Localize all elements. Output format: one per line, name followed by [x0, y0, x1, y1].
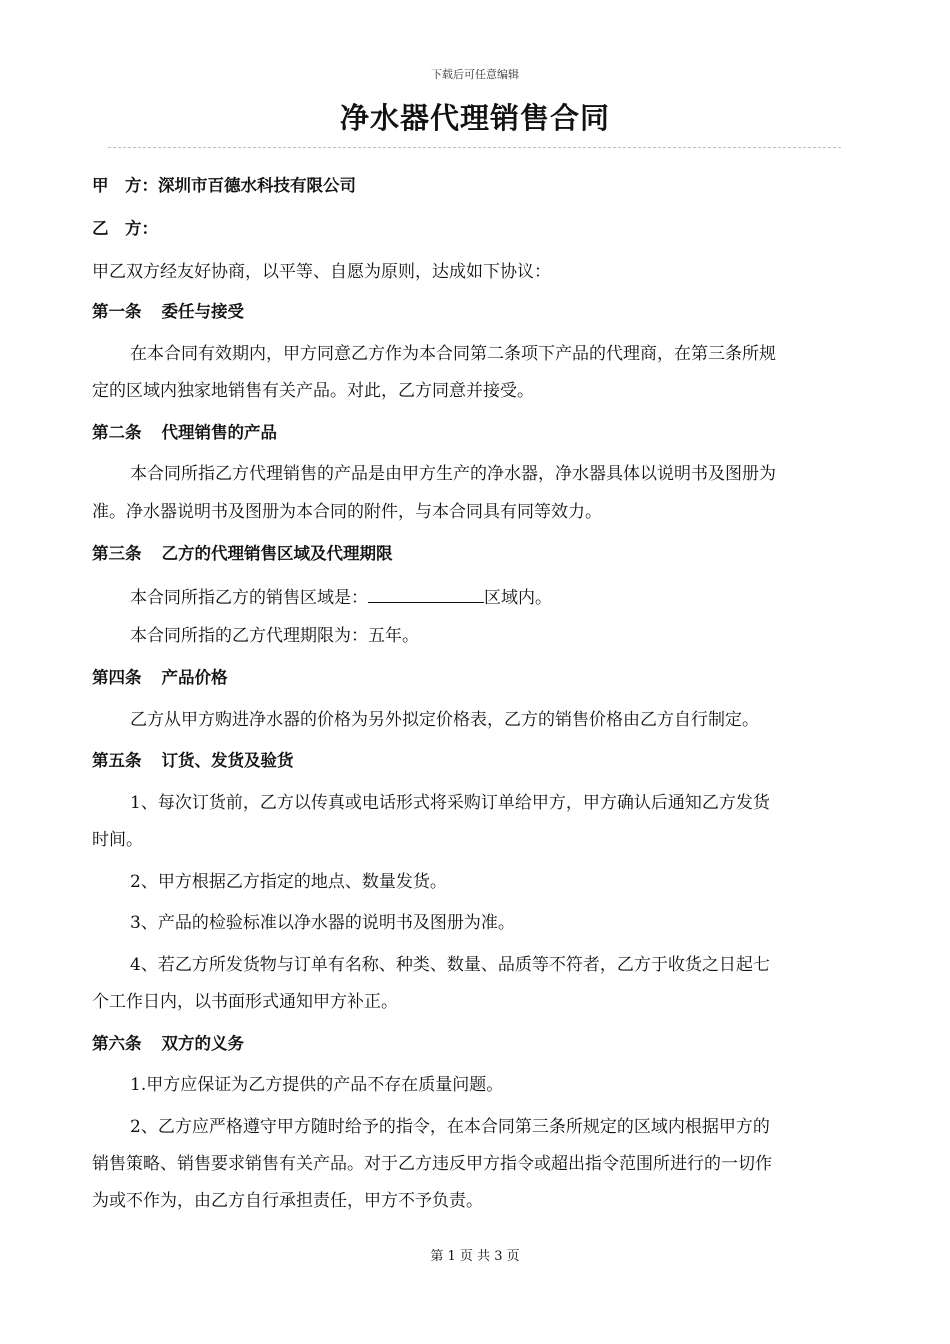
- article-2-heading: [92, 422, 862, 444]
- sales-region-blank: [368, 584, 484, 603]
- article-5-item-1a: 1、每次订货前，乙方以传真或电话形式将采购订单给甲方，甲方确认后通知乙方发货: [130, 793, 770, 813]
- article-1-heading: [92, 301, 862, 323]
- article-5-item-1b: 时间。: [92, 830, 143, 850]
- party-b-label: 乙 方：: [92, 219, 158, 238]
- article-1-line-1: 在本合同有效期内，甲方同意乙方作为本合同第二条项下产品的代理商，在第三条所规: [130, 344, 776, 364]
- article-2-line-1: 本合同所指乙方代理销售的产品是由甲方生产的净水器，净水器具体以说明书及图册为: [130, 464, 776, 484]
- article-6-item-2a: 2、乙方应严格遵守甲方随时给予的指令，在本合同第三条所规定的区域内根据甲方的: [130, 1117, 770, 1137]
- article-4-line-1: 乙方从甲方购进净水器的价格为另外拟定价格表，乙方的销售价格由乙方自行制定。: [130, 710, 759, 730]
- article-5-item-4a: 4、若乙方所发货物与订单有名称、种类、数量、品质等不符者，乙方于收货之日起七: [130, 955, 770, 975]
- article-2-line-2: 准。净水器说明书及图册为本合同的附件，与本合同具有同等效力。: [92, 502, 602, 522]
- article-4-number: 第四条: [92, 668, 142, 687]
- article-6-item-1: 1.甲方应保证为乙方提供的产品不存在质量问题。: [130, 1075, 504, 1095]
- article-5-heading: [92, 750, 862, 772]
- party-a-label: 甲 方：: [92, 176, 158, 195]
- page-number: 第 1 页 共 3 页: [430, 1249, 520, 1264]
- article-3-line-2: 本合同所指的乙方代理期限为：五年。: [130, 626, 419, 646]
- article-5-number: 第五条: [92, 751, 142, 770]
- article-3-heading: [92, 543, 862, 565]
- article-6-item-2c: 为或不作为，由乙方自行承担责任，甲方不予负责。: [92, 1191, 483, 1211]
- article-6-title: 双方的义务: [161, 1034, 244, 1053]
- document-title: 净水器代理销售合同: [339, 101, 610, 135]
- article-6-heading: [92, 1033, 862, 1055]
- article-5-item-2: 2、甲方根据乙方指定的地点、数量发货。: [130, 872, 447, 892]
- article-5-item-3: 3、产品的检验标准以净水器的说明书及图册为准。: [130, 913, 515, 933]
- article-2-title: 代理销售的产品: [161, 423, 277, 442]
- sales-region-label: 本合同所指乙方的销售区域是：: [130, 588, 368, 608]
- article-4-heading: [92, 667, 862, 689]
- party-a-name: 深圳市百德水科技有限公司: [158, 176, 356, 195]
- article-5-title: 订货、发货及验货: [161, 751, 294, 770]
- article-2-number: 第二条: [92, 423, 142, 442]
- article-6-item-2b: 销售策略、销售要求销售有关产品。对于乙方违反甲方指令或超出指令范围所进行的一切作: [92, 1154, 772, 1174]
- header-note: 下载后可任意编辑: [431, 68, 519, 81]
- article-3-number: 第三条: [92, 544, 142, 563]
- intro-paragraph: 甲乙双方经友好协商，以平等、自愿为原则，达成如下协议：: [92, 262, 551, 282]
- party-b-line: [92, 218, 862, 240]
- sales-region-suffix: 区域内。: [484, 588, 552, 608]
- article-5-item-4b: 个工作日内，以书面形式通知甲方补正。: [92, 992, 398, 1012]
- article-1-title: 委任与接受: [161, 302, 244, 321]
- party-a-line: [92, 175, 862, 197]
- article-1-number: 第一条: [92, 302, 142, 321]
- article-1-line-2: 定的区域内独家地销售有关产品。对此，乙方同意并接受。: [92, 381, 534, 401]
- title-divider: [108, 147, 841, 148]
- article-6-number: 第六条: [92, 1034, 142, 1053]
- article-4-title: 产品价格: [161, 668, 228, 687]
- article-3-line-1: [130, 584, 862, 609]
- article-3-title: 乙方的代理销售区域及代理期限: [161, 544, 393, 563]
